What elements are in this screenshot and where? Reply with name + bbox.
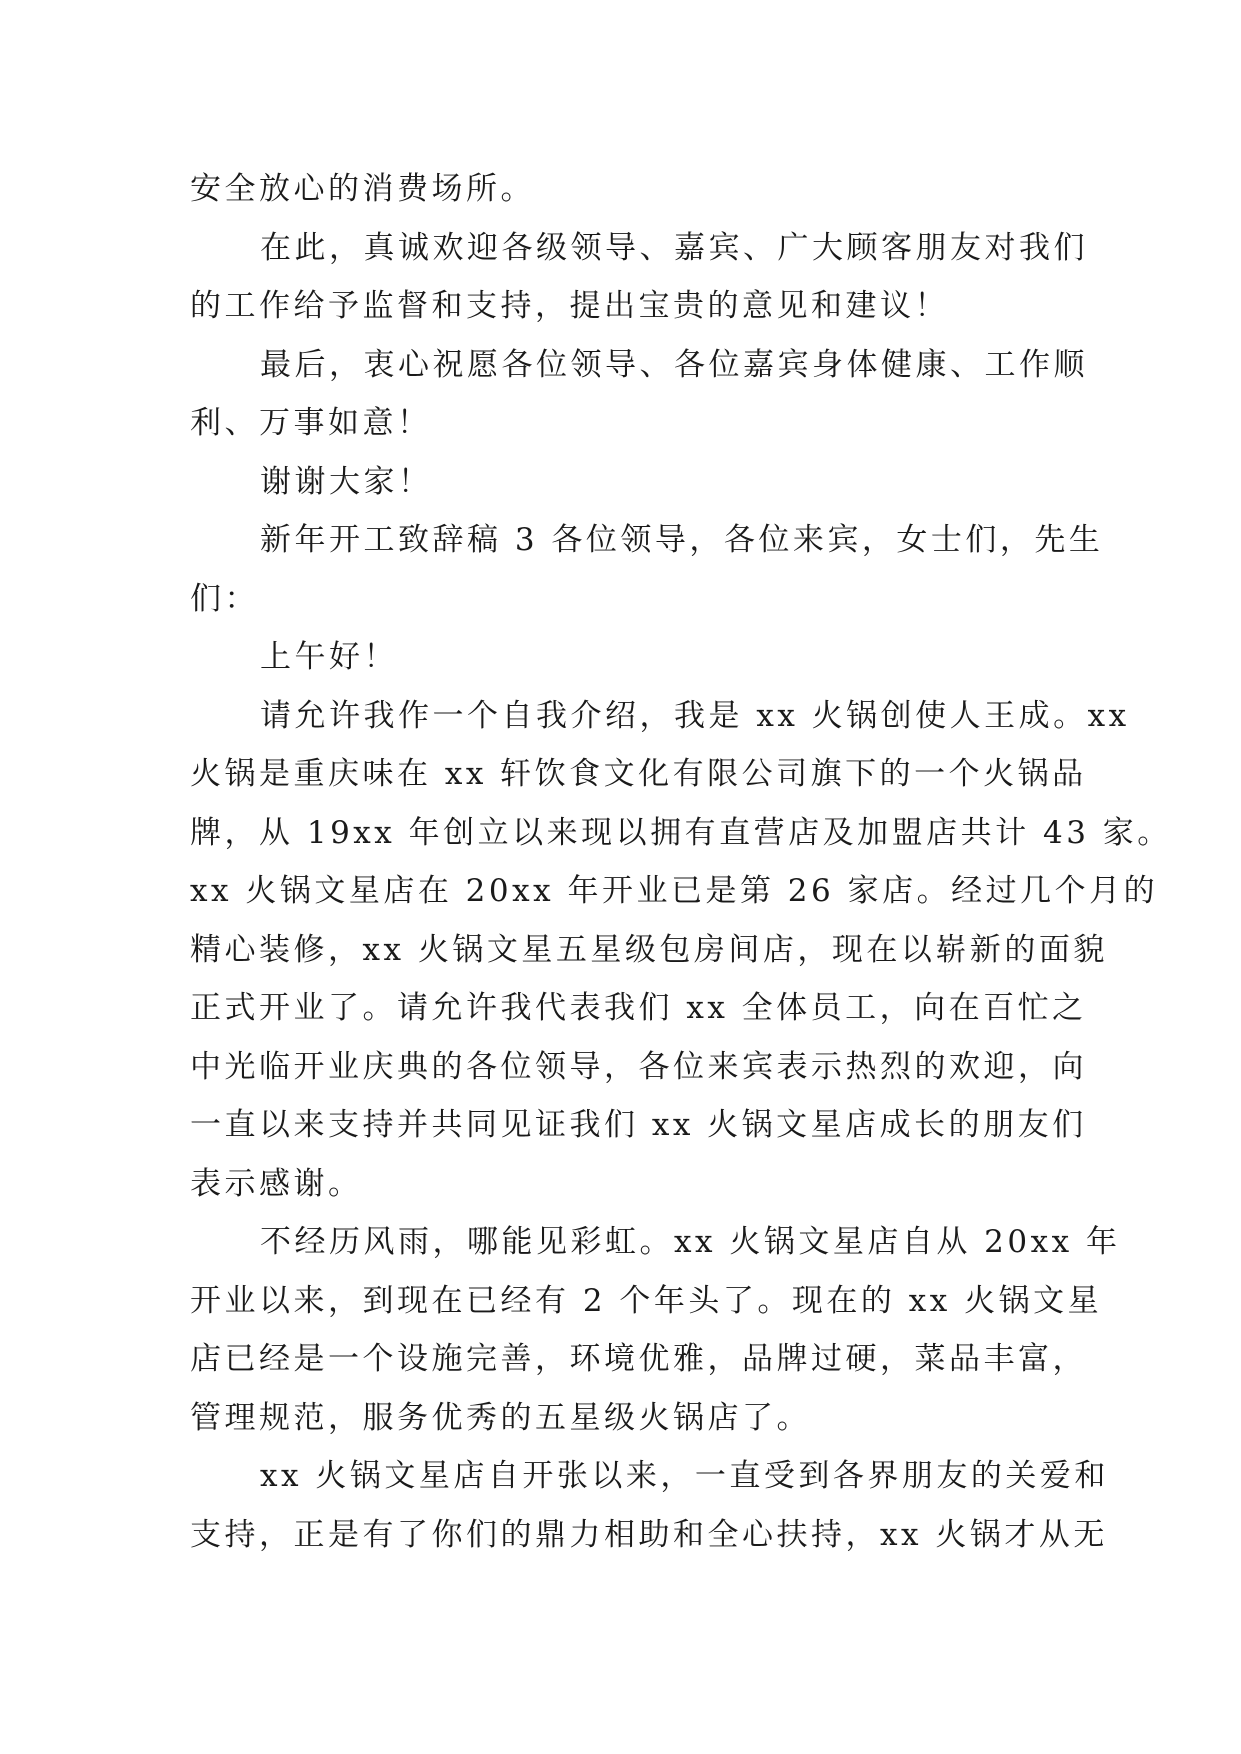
text-line: 谢谢大家！ (260, 463, 433, 500)
text-line: 支持，正是有了你们的鼎力相助和全心扶持，xx 火锅才从无 (190, 1516, 1108, 1553)
text-line: 正式开业了。请允许我代表我们 xx 全体员工，向在百忙之 (190, 990, 1087, 1026)
text-line: 上午好！ (260, 639, 398, 675)
text-line: 火锅是重庆味在 xx 轩饮食文化有限公司旗下的一个火锅品 (190, 756, 1087, 792)
text-line: 安全放心的消费场所。 (190, 171, 535, 207)
text-line: 请允许我作一个自我介绍，我是 xx 火锅创使人王成。xx (260, 697, 1130, 734)
text-line: 的工作给予监督和支持，提出宝贵的意见和建议！ (190, 288, 949, 324)
text-line: 中光临开业庆典的各位领导，各位来宾表示热烈的欢迎，向 (190, 1048, 1087, 1085)
text-line: 开业以来，到现在已经有 2 个年头了。现在的 xx 火锅文星 (190, 1282, 1103, 1319)
text-line: 一直以来支持并共同见证我们 xx 火锅文星店成长的朋友们 (190, 1107, 1087, 1143)
document-body (190, 160, 1172, 1564)
text-line: 店已经是一个设施完善，环境优雅，品牌过硬，菜品丰富， (190, 1341, 1087, 1377)
text-line: 新年开工致辞稿 3 各位领导，各位来宾，女士们，先生 (260, 522, 1104, 558)
text-line: 在此，真诚欢迎各级领导、嘉宾、广大顾客朋友对我们 (260, 229, 1088, 266)
text-line: 不经历风雨，哪能见彩虹。xx 火锅文星店自从 20xx 年 (260, 1224, 1121, 1260)
text-line: xx 火锅文星店在 20xx 年开业已是第 26 家店。经过几个月的 (190, 873, 1159, 909)
text-line: xx 火锅文星店自开张以来，一直受到各界朋友的关爱和 (260, 1458, 1109, 1494)
text-line: 表示感谢。 (190, 1165, 363, 1202)
text-line: 最后，衷心祝愿各位领导、各位嘉宾身体健康、工作顺 (260, 346, 1088, 383)
text-line: 精心装修，xx 火锅文星五星级包房间店，现在以崭新的面貌 (190, 931, 1108, 968)
text-line: 们： (190, 580, 259, 617)
text-line: 利、万事如意！ (190, 405, 432, 441)
text-line: 牌，从 19xx 年创立以来现以拥有直营店及加盟店共计 43 家。 (190, 814, 1172, 851)
text-line: 管理规范，服务优秀的五星级火锅店了。 (190, 1399, 811, 1436)
